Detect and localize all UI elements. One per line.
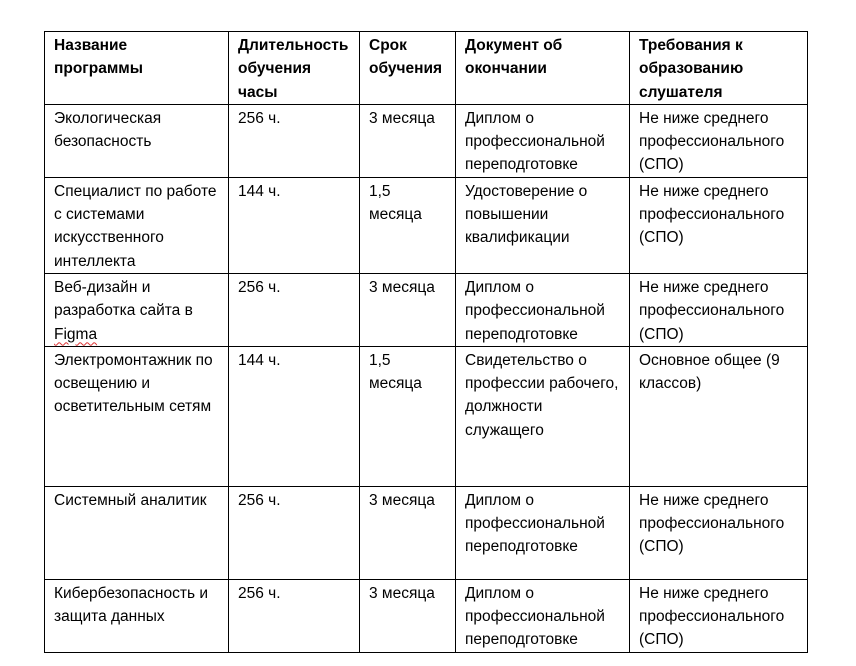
table-row <box>45 346 808 486</box>
cell-program-name <box>45 273 229 346</box>
cell-program-name: Электромонтажник по освещению и осветительным сетям <box>45 346 229 486</box>
cell-requirements: Не ниже среднего профессионального (СПО) <box>630 104 808 177</box>
cell-document: Диплом о профессиональной переподготовке <box>456 579 630 652</box>
header-program-name: Название программы <box>45 32 229 105</box>
header-duration-hours: Длительность обучения часы <box>229 32 360 105</box>
cell-requirements: Не ниже среднего профессионального (СПО) <box>630 177 808 273</box>
cell-requirements: Не ниже среднего профессионального (СПО) <box>630 486 808 579</box>
cell-duration: 144 ч. <box>229 346 360 486</box>
cell-requirements: Не ниже среднего профессионального (СПО) <box>630 579 808 652</box>
table-row <box>45 104 808 177</box>
cell-duration: 256 ч. <box>229 273 360 346</box>
cell-requirements: Не ниже среднего профессионального (СПО) <box>630 273 808 346</box>
cell-term: 1,5 месяца <box>360 177 456 273</box>
cell-document: Диплом о профессиональной переподготовке <box>456 273 630 346</box>
cell-program-name: Специалист по работе с системами искусственного интеллекта <box>45 177 229 273</box>
cell-program-name: Экологическая безопасность <box>45 104 229 177</box>
cell-term: 1,5 месяца <box>360 346 456 486</box>
cell-document: Диплом о профессиональной переподготовке <box>456 104 630 177</box>
cell-term: 3 месяца <box>360 486 456 579</box>
cell-duration: 256 ч. <box>229 579 360 652</box>
cell-document: Удостоверение о повышении квалификации <box>456 177 630 273</box>
program-name-text: Веб-дизайн и разработка сайта в <box>54 278 193 320</box>
cell-document: Свидетельство о профессии рабочего, должности служащего <box>456 346 630 486</box>
cell-term: 3 месяца <box>360 579 456 652</box>
table-row <box>45 579 808 652</box>
table-row <box>45 486 808 579</box>
header-requirements: Требования к образованию слушателя <box>630 32 808 105</box>
cell-document: Диплом о профессиональной переподготовке <box>456 486 630 579</box>
cell-duration: 256 ч. <box>229 104 360 177</box>
header-row <box>45 32 808 105</box>
cell-program-name: Кибербезопасность и защита данных <box>45 579 229 652</box>
cell-requirements: Основное общее (9 классов) <box>630 346 808 486</box>
cell-duration: 144 ч. <box>229 177 360 273</box>
header-term: Срок обучения <box>360 32 456 105</box>
cell-term: 3 месяца <box>360 104 456 177</box>
programs-table <box>44 31 808 653</box>
table-row <box>45 273 808 346</box>
cell-duration: 256 ч. <box>229 486 360 579</box>
cell-program-name: Системный аналитик <box>45 486 229 579</box>
table-row <box>45 177 808 273</box>
header-document: Документ об окончании <box>456 32 630 105</box>
spellcheck-flagged-word: Figma <box>54 325 98 343</box>
cell-term: 3 месяца <box>360 273 456 346</box>
